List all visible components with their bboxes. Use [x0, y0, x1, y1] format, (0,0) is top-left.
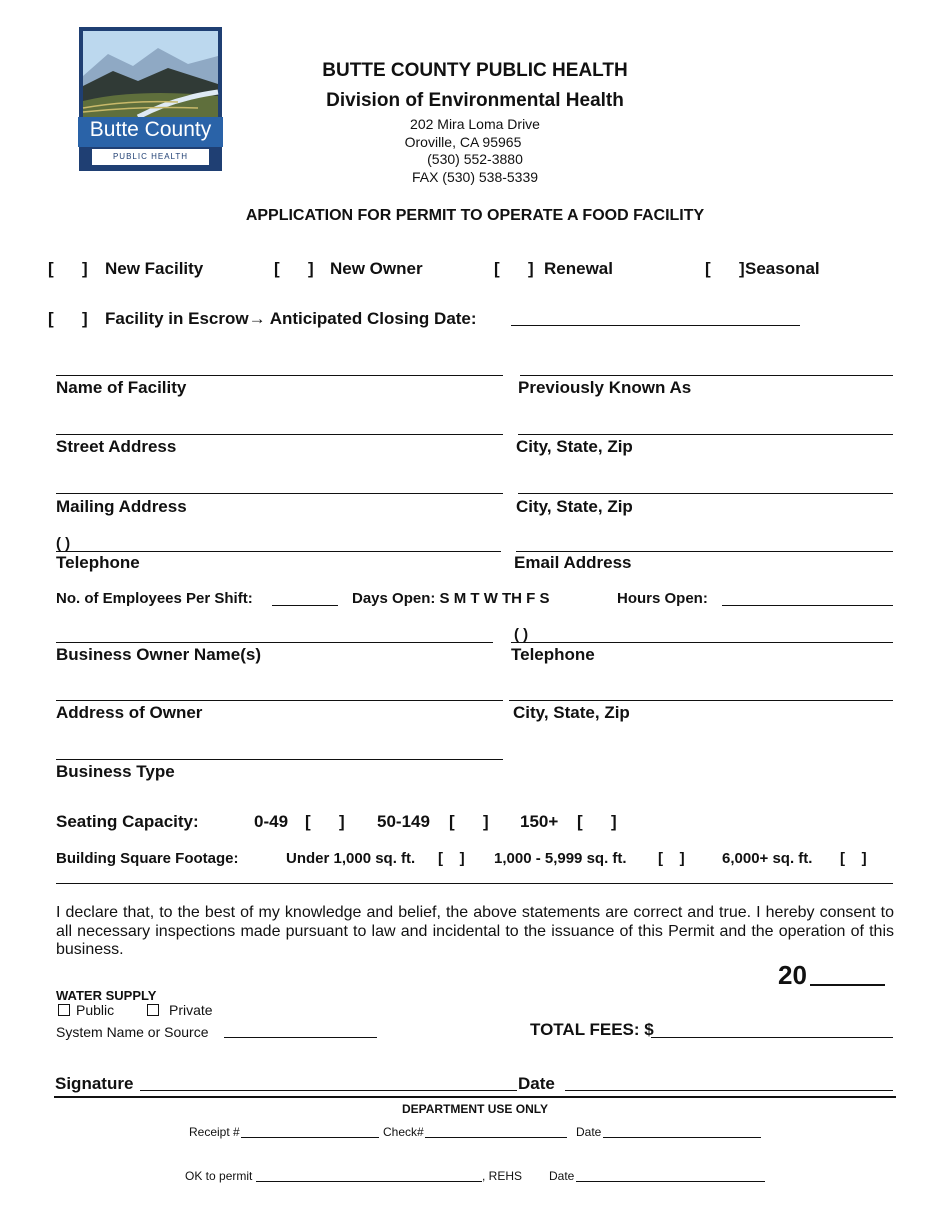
division-name: Division of Environmental Health: [326, 90, 624, 111]
total-fees-field[interactable]: [651, 1037, 893, 1038]
seating-150-label: 150+: [520, 812, 559, 831]
new-owner-label: New Owner: [330, 259, 423, 278]
ok-to-permit-label: OK to permit: [185, 1169, 253, 1183]
section-divider: [56, 883, 893, 884]
escrow-label: [105, 309, 477, 329]
seasonal-label: Seasonal: [745, 259, 820, 278]
telephone-label: Telephone: [56, 553, 140, 572]
footage-6000-label: 6,000+ sq. ft.: [722, 850, 813, 867]
system-name-field[interactable]: [224, 1037, 377, 1038]
water-private-option[interactable]: [147, 1002, 213, 1018]
employees-label: No. of Employees Per Shift:: [56, 590, 253, 607]
total-fees-label: TOTAL FEES: $: [530, 1020, 654, 1039]
signature-date-field[interactable]: [565, 1090, 893, 1091]
owner-telephone-label: Telephone: [511, 645, 595, 664]
square-footage-label: Building Square Footage:: [56, 850, 239, 867]
business-type-field[interactable]: [56, 759, 503, 760]
seating-0-49-label: 0-49: [254, 812, 289, 831]
business-owner-label: Business Owner Name(s): [56, 645, 262, 664]
seating-50-149-checkbox[interactable]: [ ]: [449, 812, 489, 831]
footage-under-1000-label: Under 1,000 sq. ft.: [286, 850, 416, 867]
logo-subtext: PUBLIC HEALTH: [112, 152, 189, 161]
previously-known-as-label: Previously Known As: [518, 378, 692, 397]
permit-date-field[interactable]: [576, 1181, 765, 1182]
logo-text: Butte County: [89, 118, 212, 141]
seasonal-checkbox[interactable]: [ ]: [705, 259, 745, 278]
footage-1000-5999-label: 1,000 - 5,999 sq. ft.: [494, 850, 627, 867]
footage-under-1000-checkbox[interactable]: [ ]: [438, 850, 465, 867]
address-line-2: Oroville, CA 95965: [404, 134, 522, 150]
ok-to-permit-field[interactable]: [256, 1181, 482, 1182]
department-divider: [54, 1096, 896, 1098]
seating-0-49-checkbox[interactable]: [ ]: [305, 812, 345, 831]
department-use-title: DEPARTMENT USE ONLY: [401, 1102, 548, 1116]
year-prefix: 20: [778, 960, 807, 990]
check-field[interactable]: [425, 1137, 567, 1138]
email-address-field[interactable]: [516, 551, 893, 552]
permit-date-label: Date: [549, 1169, 575, 1183]
receipt-field[interactable]: [241, 1137, 379, 1138]
city-state-zip-label-1: City, State, Zip: [516, 437, 633, 456]
mailing-address-label: Mailing Address: [56, 497, 187, 516]
new-facility-label: New Facility: [105, 259, 204, 278]
name-of-facility-label: Name of Facility: [56, 378, 187, 397]
check-label: Check#: [383, 1125, 424, 1139]
seating-150-checkbox[interactable]: [ ]: [577, 812, 617, 831]
closing-date-field[interactable]: [511, 325, 800, 326]
street-address-label: Street Address: [56, 437, 177, 456]
new-owner-checkbox[interactable]: [ ]: [274, 259, 314, 278]
escrow-checkbox[interactable]: [ ]: [48, 309, 88, 328]
business-type-label: Business Type: [56, 762, 175, 781]
employees-field[interactable]: [272, 605, 338, 606]
arrow-icon: →: [248, 309, 266, 328]
city-state-zip-field-1[interactable]: [518, 434, 893, 435]
footage-1000-5999-checkbox[interactable]: [ ]: [658, 850, 685, 867]
seating-50-149-label: 50-149: [377, 812, 430, 831]
phone-number: (530) 552-3880: [427, 151, 523, 167]
escrow-text: Facility in Escrow: [105, 309, 249, 328]
signature-date-label: Date: [518, 1074, 555, 1093]
street-address-field[interactable]: [56, 434, 503, 435]
org-name: BUTTE COUNTY PUBLIC HEALTH: [322, 60, 628, 81]
water-supply-title: WATER SUPPLY: [56, 988, 157, 1003]
renewal-label: Renewal: [544, 259, 613, 278]
signature-label: Signature: [55, 1074, 134, 1093]
private-checkbox[interactable]: [147, 1004, 159, 1016]
rehs-label: , REHS: [482, 1169, 523, 1183]
closing-date-label: Anticipated Closing Date:: [269, 309, 477, 328]
address-line-1: 202 Mira Loma Drive: [410, 116, 540, 132]
owner-telephone-field[interactable]: [511, 642, 893, 643]
receipt-label: Receipt #: [189, 1125, 240, 1139]
owner-phone-parens: ( ): [514, 626, 529, 643]
system-name-label: System Name or Source: [56, 1024, 209, 1040]
receipt-date-field[interactable]: [603, 1137, 761, 1138]
city-state-zip-label-2: City, State, Zip: [516, 497, 633, 516]
renewal-checkbox[interactable]: [ ]: [494, 259, 534, 278]
previously-known-as-field[interactable]: [520, 375, 893, 376]
days-open-label: Days Open: S M T W TH F S: [352, 590, 550, 607]
address-of-owner-label: Address of Owner: [56, 703, 203, 722]
public-label: Public: [76, 1002, 115, 1018]
fax-number: FAX (530) 538-5339: [411, 169, 539, 185]
new-facility-checkbox[interactable]: [ ]: [48, 259, 88, 278]
signature-field[interactable]: [140, 1090, 517, 1091]
phone-parens: ( ): [56, 535, 71, 552]
business-owner-field[interactable]: [56, 642, 493, 643]
city-state-zip-field-2[interactable]: [518, 493, 893, 494]
hours-open-label: Hours Open:: [617, 590, 708, 607]
city-state-zip-field-3[interactable]: [509, 700, 893, 701]
footage-6000-checkbox[interactable]: [ ]: [840, 850, 867, 867]
receipt-date-label: Date: [576, 1125, 602, 1139]
name-of-facility-field[interactable]: [56, 375, 503, 376]
declaration-text: I declare that, to the best of my knowledge and belief, the above statements are correct and true. I hereby consent to all necessary inspections made pursuant to law and incidental to the issuance of this Permit and the operation of this business.: [56, 904, 894, 958]
year-field[interactable]: [810, 984, 885, 986]
telephone-field[interactable]: [56, 551, 501, 552]
private-label: Private: [169, 1002, 213, 1018]
address-of-owner-field[interactable]: [56, 700, 503, 701]
form-title: APPLICATION FOR PERMIT TO OPERATE A FOOD FACILITY: [245, 207, 705, 224]
public-checkbox[interactable]: [58, 1004, 70, 1016]
mailing-address-field[interactable]: [56, 493, 503, 494]
water-public-option[interactable]: [58, 1002, 114, 1018]
hours-open-field[interactable]: [722, 605, 893, 606]
seating-capacity-label: Seating Capacity:: [56, 812, 199, 831]
city-state-zip-label-3: City, State, Zip: [513, 703, 630, 722]
email-address-label: Email Address: [514, 553, 632, 572]
